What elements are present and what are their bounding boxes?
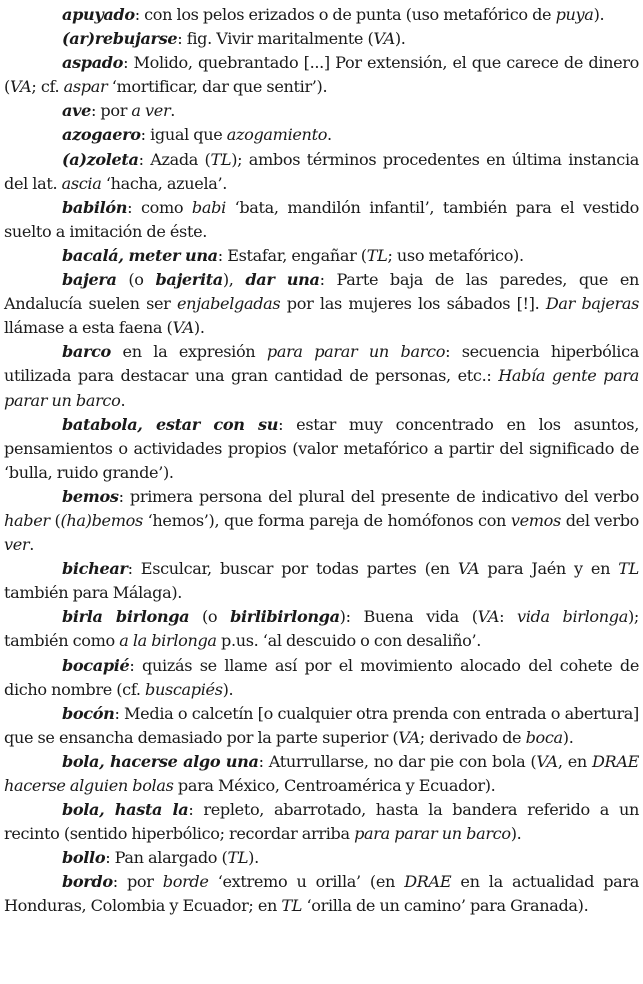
definition-text: ). bbox=[394, 29, 406, 49]
headword: birla birlonga bbox=[62, 607, 190, 627]
headword: bollo bbox=[62, 848, 106, 868]
italic-term: VA bbox=[477, 607, 500, 627]
italic-term: VA bbox=[373, 29, 395, 49]
definition-text: (o bbox=[189, 607, 231, 627]
headword: bocón bbox=[62, 703, 115, 723]
definition-text: : primera persona del plural del presente de indicativo del verbo bbox=[118, 486, 639, 506]
headword: (a)zoleta bbox=[62, 149, 139, 169]
definition-text: ; derivado de bbox=[419, 727, 526, 747]
italic-term: TL bbox=[618, 559, 639, 579]
definition-text: en la actualidad para Honduras, Colombia y Ecuador; en bbox=[4, 872, 639, 916]
glossary-entry bbox=[4, 148, 639, 196]
glossary-entry bbox=[4, 99, 639, 123]
definition-text: ); ambos términos procedentes en última instancia del lat. bbox=[4, 149, 639, 193]
italic-term: buscapiés bbox=[145, 679, 223, 699]
headword: bemos bbox=[62, 486, 119, 506]
definition-text: en la expresión bbox=[110, 342, 267, 362]
glossary-entries bbox=[4, 3, 639, 919]
definition-text: : Parte baja de las paredes, que en Andalucía suelen ser bbox=[4, 270, 640, 314]
definition-text: llámase a esta faena ( bbox=[4, 318, 173, 338]
definition-text: : Esculcar, buscar por todas partes (en bbox=[127, 559, 458, 579]
glossary-entry bbox=[4, 340, 639, 412]
definition-text: : por bbox=[112, 872, 163, 892]
italic-term: azogamiento bbox=[226, 125, 328, 145]
italic-term: puya bbox=[555, 5, 594, 24]
definition-text: : bbox=[499, 607, 517, 627]
definition-text: p.us. ‘al descuido o con desaliño’. bbox=[216, 631, 482, 651]
definition-text: ( bbox=[49, 510, 61, 530]
headword: batabola, estar con su bbox=[62, 414, 279, 434]
italic-term: TL bbox=[227, 848, 249, 868]
italic-term: a la birlonga bbox=[119, 631, 217, 651]
glossary-entry bbox=[4, 3, 639, 27]
definition-text: : estar muy concentrado en los asuntos, pensamientos o actividades propios (valor metafórico a partir del significado de ‘bulla, ruido grande’). bbox=[4, 414, 639, 482]
italic-term: a ver bbox=[131, 101, 171, 121]
definition-text: ). bbox=[222, 679, 234, 699]
definition-text: : con los pelos erizados o de punta (uso metafórico de bbox=[134, 5, 556, 24]
definition-text: ). bbox=[510, 824, 522, 844]
glossary-entry bbox=[4, 244, 639, 268]
definition-text: ; uso metafórico). bbox=[387, 245, 524, 265]
italic-term: para parar un barco bbox=[266, 342, 446, 362]
italic-term: ascia bbox=[61, 173, 102, 193]
definition-text: : Estafar, engañar ( bbox=[217, 245, 367, 265]
glossary-entry bbox=[4, 196, 639, 244]
definition-text: para Jaén y en bbox=[479, 559, 619, 579]
italic-term: vida birlonga bbox=[516, 607, 628, 627]
headword: bola, hasta la bbox=[62, 800, 189, 820]
glossary-entry bbox=[4, 27, 639, 51]
definition-text: ), bbox=[222, 270, 246, 290]
definition-text: para México, Centroamérica y Ecuador). bbox=[173, 776, 496, 795]
definition-text: : fig. Vivir maritalmente ( bbox=[177, 29, 374, 49]
headword: bajerita bbox=[155, 270, 223, 290]
definition-text: . bbox=[29, 535, 35, 555]
headword: bajera bbox=[62, 270, 117, 290]
definition-text: también para Málaga). bbox=[4, 583, 183, 603]
definition-text: ‘extremo u orilla’ (en bbox=[208, 872, 405, 892]
definition-text: ). bbox=[562, 727, 574, 747]
italic-term: TL bbox=[366, 245, 388, 265]
definition-text: ). bbox=[193, 318, 205, 338]
headword: bichear bbox=[62, 559, 128, 579]
definition-text: : quizás se llame así por el movimiento alocado del cohete de dicho nombre (cf. bbox=[4, 655, 639, 699]
definition-text: ‘hemos’), que forma pareja de homófonos con bbox=[142, 510, 511, 530]
definition-text: ): Buena vida ( bbox=[339, 607, 478, 627]
headword: bola, hacerse algo una bbox=[62, 751, 259, 771]
italic-term: VA bbox=[172, 318, 194, 338]
italic-term: enjabelgadas bbox=[177, 294, 281, 314]
glossary-entry bbox=[4, 605, 639, 653]
headword: bacalá, meter una bbox=[62, 245, 218, 265]
glossary-entry bbox=[4, 485, 639, 557]
headword: (ar)rebujarse bbox=[62, 29, 178, 49]
headword: bocapié bbox=[62, 655, 130, 675]
definition-text: ‘orilla de un camino’ para Granada). bbox=[302, 896, 589, 916]
definition-text: ‘hacha, azuela’. bbox=[101, 173, 228, 193]
definition-text: : Media o calcetín [o cualquier otra prenda con entrada o abertura] que se ensancha demasiado por la parte superior ( bbox=[4, 703, 639, 747]
definition-text: . bbox=[170, 101, 176, 121]
italic-term: ver bbox=[4, 535, 30, 555]
glossary-entry bbox=[4, 557, 639, 605]
definition-text: ; cf. bbox=[31, 77, 64, 97]
glossary-entry bbox=[4, 413, 639, 485]
italic-term: VA bbox=[9, 77, 32, 97]
italic-term: DRAE bbox=[404, 872, 452, 892]
headword: aspado bbox=[62, 53, 124, 73]
definition-text: : Pan alargado ( bbox=[105, 848, 228, 868]
glossary-entry bbox=[4, 654, 639, 702]
definition-text: : Molido, quebrantado [...] Por extensión, el que carece de dinero ( bbox=[4, 53, 639, 97]
definition-text: . bbox=[327, 125, 332, 145]
definition-text: ‘mortificar, dar que sentir’). bbox=[107, 77, 328, 97]
italic-term: (ha)bemos bbox=[60, 510, 143, 530]
glossary-entry bbox=[4, 51, 639, 99]
definition-text: (o bbox=[116, 270, 156, 290]
definition-text: , en bbox=[557, 751, 592, 771]
italic-term: TL bbox=[281, 896, 303, 916]
glossary-entry bbox=[4, 123, 639, 147]
definition-text: . bbox=[120, 390, 126, 410]
definition-text: : repleto, abarrotado, hasta la bandera referido a un recinto (sentido hiperbólico; recordar arriba bbox=[4, 800, 639, 844]
italic-term: Dar bajeras bbox=[545, 294, 639, 314]
glossary-entry bbox=[4, 268, 639, 340]
definition-text: : igual que bbox=[140, 125, 227, 145]
glossary-entry bbox=[4, 798, 639, 846]
headword: apuyado bbox=[62, 5, 135, 24]
italic-term: VA bbox=[536, 751, 558, 771]
italic-term: VA bbox=[398, 727, 420, 747]
italic-term: borde bbox=[162, 872, 209, 892]
headword: barco bbox=[62, 342, 111, 362]
italic-term: boca bbox=[525, 727, 563, 747]
definition-text: : Aturrullarse, no dar pie con bola ( bbox=[258, 751, 537, 771]
definition-text: ); también como bbox=[4, 607, 639, 651]
italic-term: TL bbox=[210, 149, 232, 169]
italic-term: DRAE bbox=[592, 751, 639, 771]
italic-term: Había gente para parar un barco bbox=[4, 366, 640, 410]
glossary-entry bbox=[4, 750, 639, 798]
definition-text: ‘bata, mandilón infantil’, también para el vestido suelto a imitación de éste. bbox=[4, 197, 639, 241]
italic-term: VA bbox=[457, 559, 480, 579]
glossary-entry bbox=[4, 870, 639, 918]
definition-text: ). bbox=[593, 5, 605, 24]
definition-text: : Azada ( bbox=[138, 149, 211, 169]
headword: dar una bbox=[245, 270, 320, 290]
definition-text: : por bbox=[90, 101, 132, 121]
glossary-entry bbox=[4, 846, 639, 870]
definition-text: por las mujeres los sábados [!]. bbox=[280, 294, 546, 314]
italic-term: vemos bbox=[510, 510, 561, 530]
headword: ave bbox=[62, 101, 91, 121]
italic-term: aspar bbox=[63, 77, 108, 97]
headword: azogaero bbox=[62, 125, 141, 145]
italic-term: hacerse alguien bolas bbox=[4, 776, 174, 795]
italic-term: haber bbox=[4, 510, 50, 530]
italic-term: babi bbox=[191, 197, 226, 217]
headword: birlibirlonga bbox=[230, 607, 340, 627]
glossary-entry bbox=[4, 702, 639, 750]
definition-text: : secuencia hiperbólica utilizada para destacar una gran cantidad de personas, etc.: bbox=[4, 342, 639, 386]
headword: bordo bbox=[62, 872, 113, 892]
definition-text: del verbo bbox=[560, 510, 639, 530]
definition-text: : como bbox=[127, 197, 192, 217]
headword: babilón bbox=[62, 197, 128, 217]
italic-term: para parar un barco bbox=[354, 824, 511, 844]
definition-text: ). bbox=[248, 848, 259, 868]
